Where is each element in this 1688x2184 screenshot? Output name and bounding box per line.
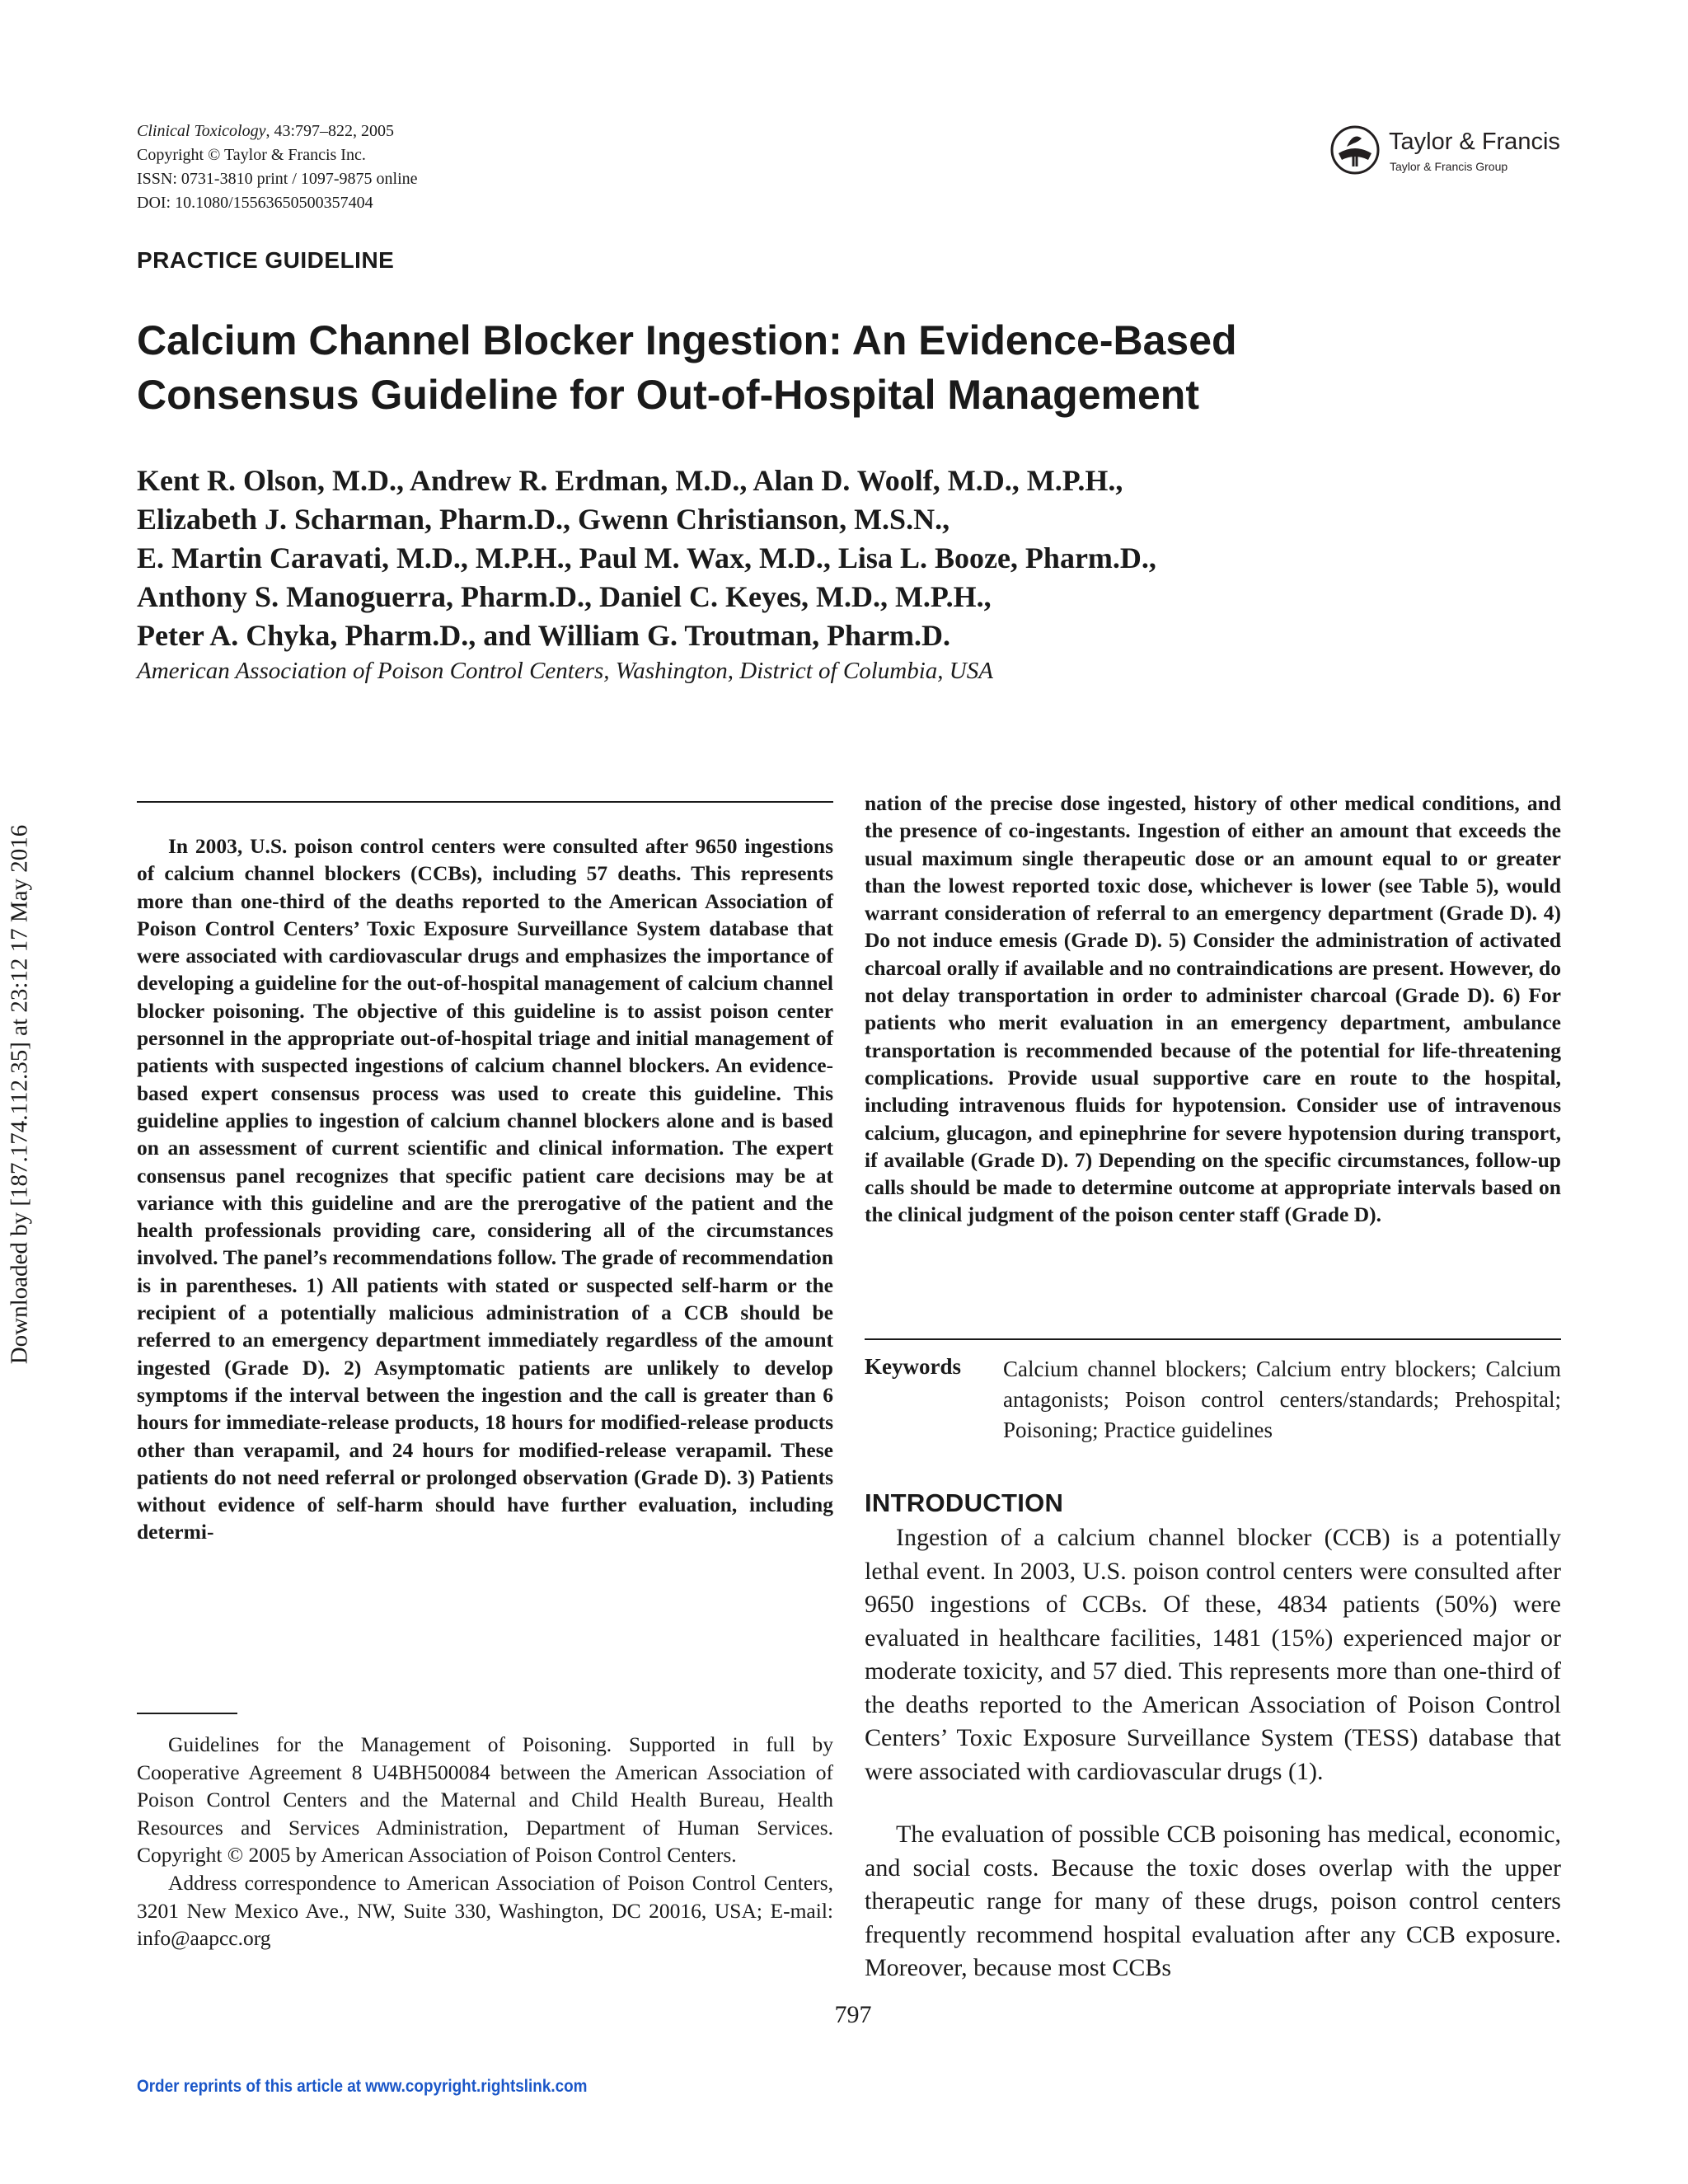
journal-issn: ISSN: 0731-3810 print / 1097-9875 online [137,170,418,188]
publisher-name: Taylor & Francis [1389,129,1560,155]
abstract-left-column: In 2003, U.S. poison control centers were consulted after 9650 ingestions of calcium channel blockers (CCBs), including 57 deaths. This represents more than one-third of the deaths reported to the American Association of Poison Control Centers’ Toxic Exposure Surveillance System database that were associated with cardiovascular drugs and emphasizes the importance of developing a guideline for the out-of-hospital management of calcium channel blocker poisoning. The objective of this guideline is to assist poison center personnel in the appropriate out-of-hospital triage and initial management of patients with suspected ingestions of calcium channel blockers. An evidence-based expert consensus process was used to create this guideline. This guideline applies to ingestion of calcium channel blockers alone and is based on an assessment of current scientific and clinical information. The expert consensus panel recognizes that specific patient care decisions may be at variance with this guideline and are the prerogative of the patient and the health professionals providing care, considering all of the circumstances involved. The panel’s recommendations follow. The grade of recommendation is in parentheses. 1) All patients with stated or suspected self-harm or the recipient of a potentially malicious administration of a CCB should be referred to an emergency department immediately regardless of the amount ingested (Grade D). 2) Asymptomatic patients are unlikely to develop symptoms if the interval between the ingestion and the call is greater than 6 hours for immediate-release products, 18 hours for modified-release products other than verapamil, and 24 hours for modified-release verapamil. These patients do not need referral or prolonged observation (Grade D). 3) Patients without evidence of self-harm should have further evaluation, including determi- [137,834,833,1544]
introduction-paragraph: Ingestion of a calcium channel blocker (CCB) is a potentially lethal event. In 2003, U.S. poison control centers were consulted after 9650 ingestions of CCBs. Of these, 4834 patients (50%) were evaluated in healthcare facilities, 1481 (15%) experienced major or moderate toxicity, and 57 died. This represents more than one-third of the deaths reported to the American Association of Poison Control Centers’ Toxic Exposure Surveillance System (TESS) database that were associated with cardiovascular drugs (1). [865,1524,1561,1785]
keywords-list: Calcium channel blockers; Calcium entry blockers; Calcium antagonists; Poison control centers/standards; Prehospital; Poisoning; Practice guidelines [1003,1357,1561,1442]
author-line: Anthony S. Manoguerra, Pharm.D., Daniel C. Keyes, M.D., M.P.H., [137,580,992,613]
introduction-heading: INTRODUCTION [865,1488,1064,1517]
author-line: Elizabeth J. Scharman, Pharm.D., Gwenn Christianson, M.S.N., [137,503,950,536]
author-line: E. Martin Caravati, M.D., M.P.H., Paul M. Wax, M.D., Lisa L. Booze, Pharm.D., [137,541,1156,574]
section-label: PRACTICE GUIDELINE [137,247,395,273]
funding-footnote: Guidelines for the Management of Poisoning. Supported in full by Cooperative Agreement 8 U4BH500084 between the American Association of Poison Control Centers and the Maternal and Child Health Bureau, Health Resources and Services Administration, Department of Human Services. Copyright © 2005 by American Association of Poison Control Centers. [137,1732,833,1867]
keywords-label: Keywords [865,1354,961,1379]
introduction-paragraph: The evaluation of possible CCB poisoning has medical, economic, and social costs. Because the toxic doses overlap with the upper therapeutic range for many of these drugs, poison control centers frequently recommend hospital evaluation after any CCB exposure. Moreover, because most CCBs [865,1821,1561,1981]
author-line: Kent R. Olson, M.D., Andrew R. Erdman, M.D., Alan D. Woolf, M.D., M.P.H., [137,464,1123,497]
journal-doi: DOI: 10.1080/15563650500357404 [137,194,373,212]
reprints-link[interactable]: Order reprints of this article at www.copyright.rightslink.com [137,2077,588,2096]
author-list [137,462,1620,655]
journal-name: Clinical Toxicology [137,122,266,140]
publisher-group: Taylor & Francis Group [1390,160,1508,173]
journal-volume-pages: , 43:797–822, 2005 [265,122,395,140]
page-number: 797 [834,2001,872,2028]
journal-meta [137,120,418,215]
title-line: Consensus Guideline for Out-of-Hospital Management [137,372,1199,418]
author-line: Peter A. Chyka, Pharm.D., and William G. Troutman, Pharm.D. [137,619,951,652]
abstract-top-rule [137,801,833,803]
title-line: Calcium Channel Blocker Ingestion: An Evidence-Based [137,317,1237,363]
abstract-bottom-rule [865,1338,1561,1340]
article-title [137,313,1579,422]
correspondence-footnote: Address correspondence to American Association of Poison Control Centers, 3201 New Mexico Ave., NW, Suite 330, Washington, DC 20016, USA; E-mail: info@aapcc.org [137,1871,833,1950]
journal-copyright: Copyright © Taylor & Francis Inc. [137,146,366,164]
author-affiliation: American Association of Poison Control Centers, Washington, District of Columbia, USA [137,658,993,684]
abstract-right-column: nation of the precise dose ingested, history of other medical conditions, and the presence of co-ingestants. Ingestion of either an amount that exceeds the usual maximum single therapeutic dose or an amount equal to or greater than the lowest reported toxic dose, whichever is lower (see Table 5), would warrant consideration of referral to an emergency department (Grade D). 4) Do not induce emesis (Grade D). 5) Consider the administration of activated charcoal orally if available and no contraindications are present. However, do not delay transportation in order to administer charcoal (Grade D). 6) For patients who merit evaluation in an emergency department, ambulance transportation is recommended because of the potential for life-threatening complications. Provide usual supportive care en route to the hospital, including intravenous fluids for hypotension. Consider use of intravenous calcium, glucagon, and epinephrine for severe hypotension during transport, if available (Grade D). 7) Depending on the specific circumstances, follow-up calls should be made to determine outcome at appropriate intervals based on the clinical judgment of the poison center staff (Grade D). [865,791,1561,1227]
download-watermark: Downloaded by [187.174.112.35] at 23:12 17 May 2016 [6,824,33,1365]
journal-citation [137,120,418,143]
footnote-rule [137,1713,237,1714]
